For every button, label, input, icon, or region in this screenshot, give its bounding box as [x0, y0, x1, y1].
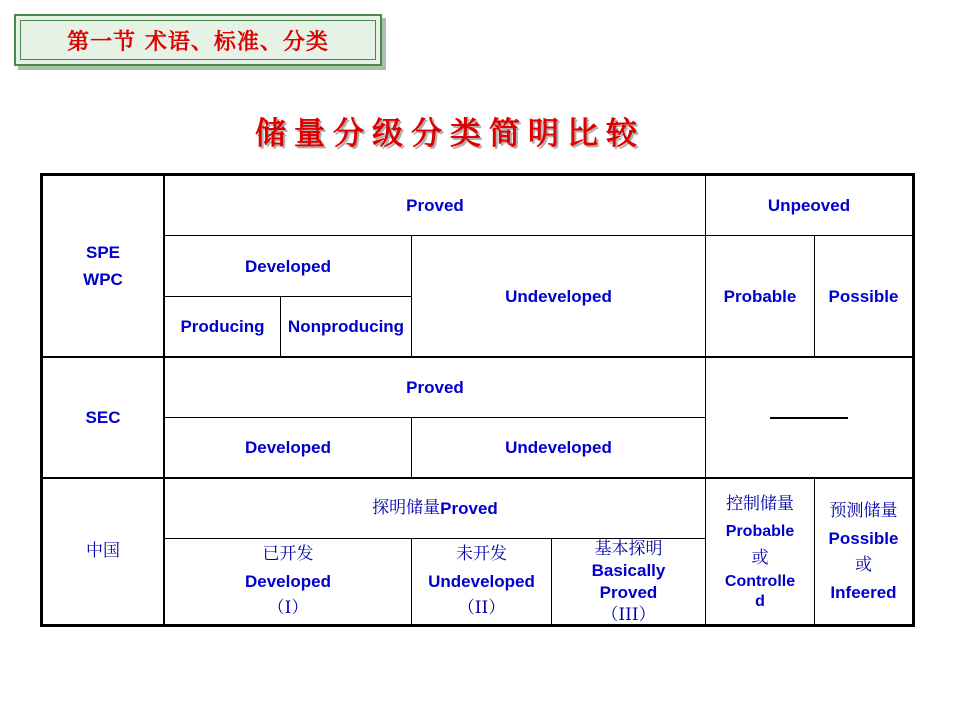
china-predicted-cell — [815, 479, 912, 624]
china-controlled-en-1: Probable — [725, 523, 795, 540]
china-controlled-en-2: Controlle — [724, 573, 796, 590]
spe-label: SPE — [85, 243, 121, 262]
china-developed-cn: 已开发 — [262, 544, 314, 564]
spe-possible-cell: Possible — [815, 236, 912, 358]
china-basic-num: （III） — [601, 604, 656, 624]
china-proved-cell — [165, 479, 706, 539]
dash-line — [770, 417, 848, 419]
china-undeveloped-num: （II） — [457, 598, 506, 618]
china-predicted-or: 或 — [855, 554, 872, 575]
spe-undeveloped-cell: Undeveloped — [412, 236, 706, 358]
row-label-china — [43, 479, 165, 624]
china-basically-proved-cell — [552, 539, 706, 624]
wpc-label: WPC — [83, 270, 123, 289]
sec-developed-cell: Developed — [165, 418, 412, 479]
page-title: 储量分级分类简明比较 — [255, 116, 645, 152]
china-developed-en: Developed — [245, 572, 331, 591]
china-predicted-en-2: Infeered — [830, 582, 897, 602]
spe-nonproducing-cell: Nonproducing — [281, 297, 412, 358]
spe-unproved-cell: Unpeoved — [706, 176, 912, 236]
china-controlled-en-3: d — [755, 593, 765, 610]
china-predicted-en-1: Possible — [828, 528, 899, 548]
spe-probable-cell: Probable — [706, 236, 815, 358]
china-predicted-cn: 预测储量 — [829, 500, 898, 521]
spe-producing-cell: Producing — [165, 297, 281, 358]
sec-proved-cell: Proved — [165, 358, 706, 418]
china-controlled-cn: 控制储量 — [726, 494, 794, 514]
china-developed-num: （I） — [267, 598, 309, 618]
china-basic-en-2: Proved — [599, 582, 658, 602]
china-proved-cn: 探明储量 — [372, 498, 441, 518]
china-basic-cn: 基本探明 — [594, 539, 663, 559]
row-label-sec: SEC — [43, 358, 165, 479]
china-basic-en-1: Basically — [591, 560, 666, 580]
reserves-comparison-table — [40, 173, 915, 627]
section-title: 第一节 术语、标准、分类 — [20, 20, 376, 60]
china-label: 中国 — [86, 541, 120, 561]
sec-undeveloped-cell: Undeveloped — [412, 418, 706, 479]
china-controlled-cell — [706, 479, 815, 624]
china-undeveloped-cn: 未开发 — [456, 544, 507, 564]
spe-proved-cell: Proved — [165, 176, 706, 236]
china-undeveloped-en: Undeveloped — [428, 572, 535, 591]
sec-unproved-empty-cell — [706, 358, 912, 479]
china-developed-cell — [165, 539, 412, 624]
section-header-box — [14, 14, 382, 66]
china-controlled-or: 或 — [751, 548, 769, 568]
china-proved-en: Proved — [440, 499, 498, 518]
china-undeveloped-cell — [412, 539, 552, 624]
spe-developed-cell: Developed — [165, 236, 412, 297]
row-label-spe-wpc — [43, 176, 165, 358]
